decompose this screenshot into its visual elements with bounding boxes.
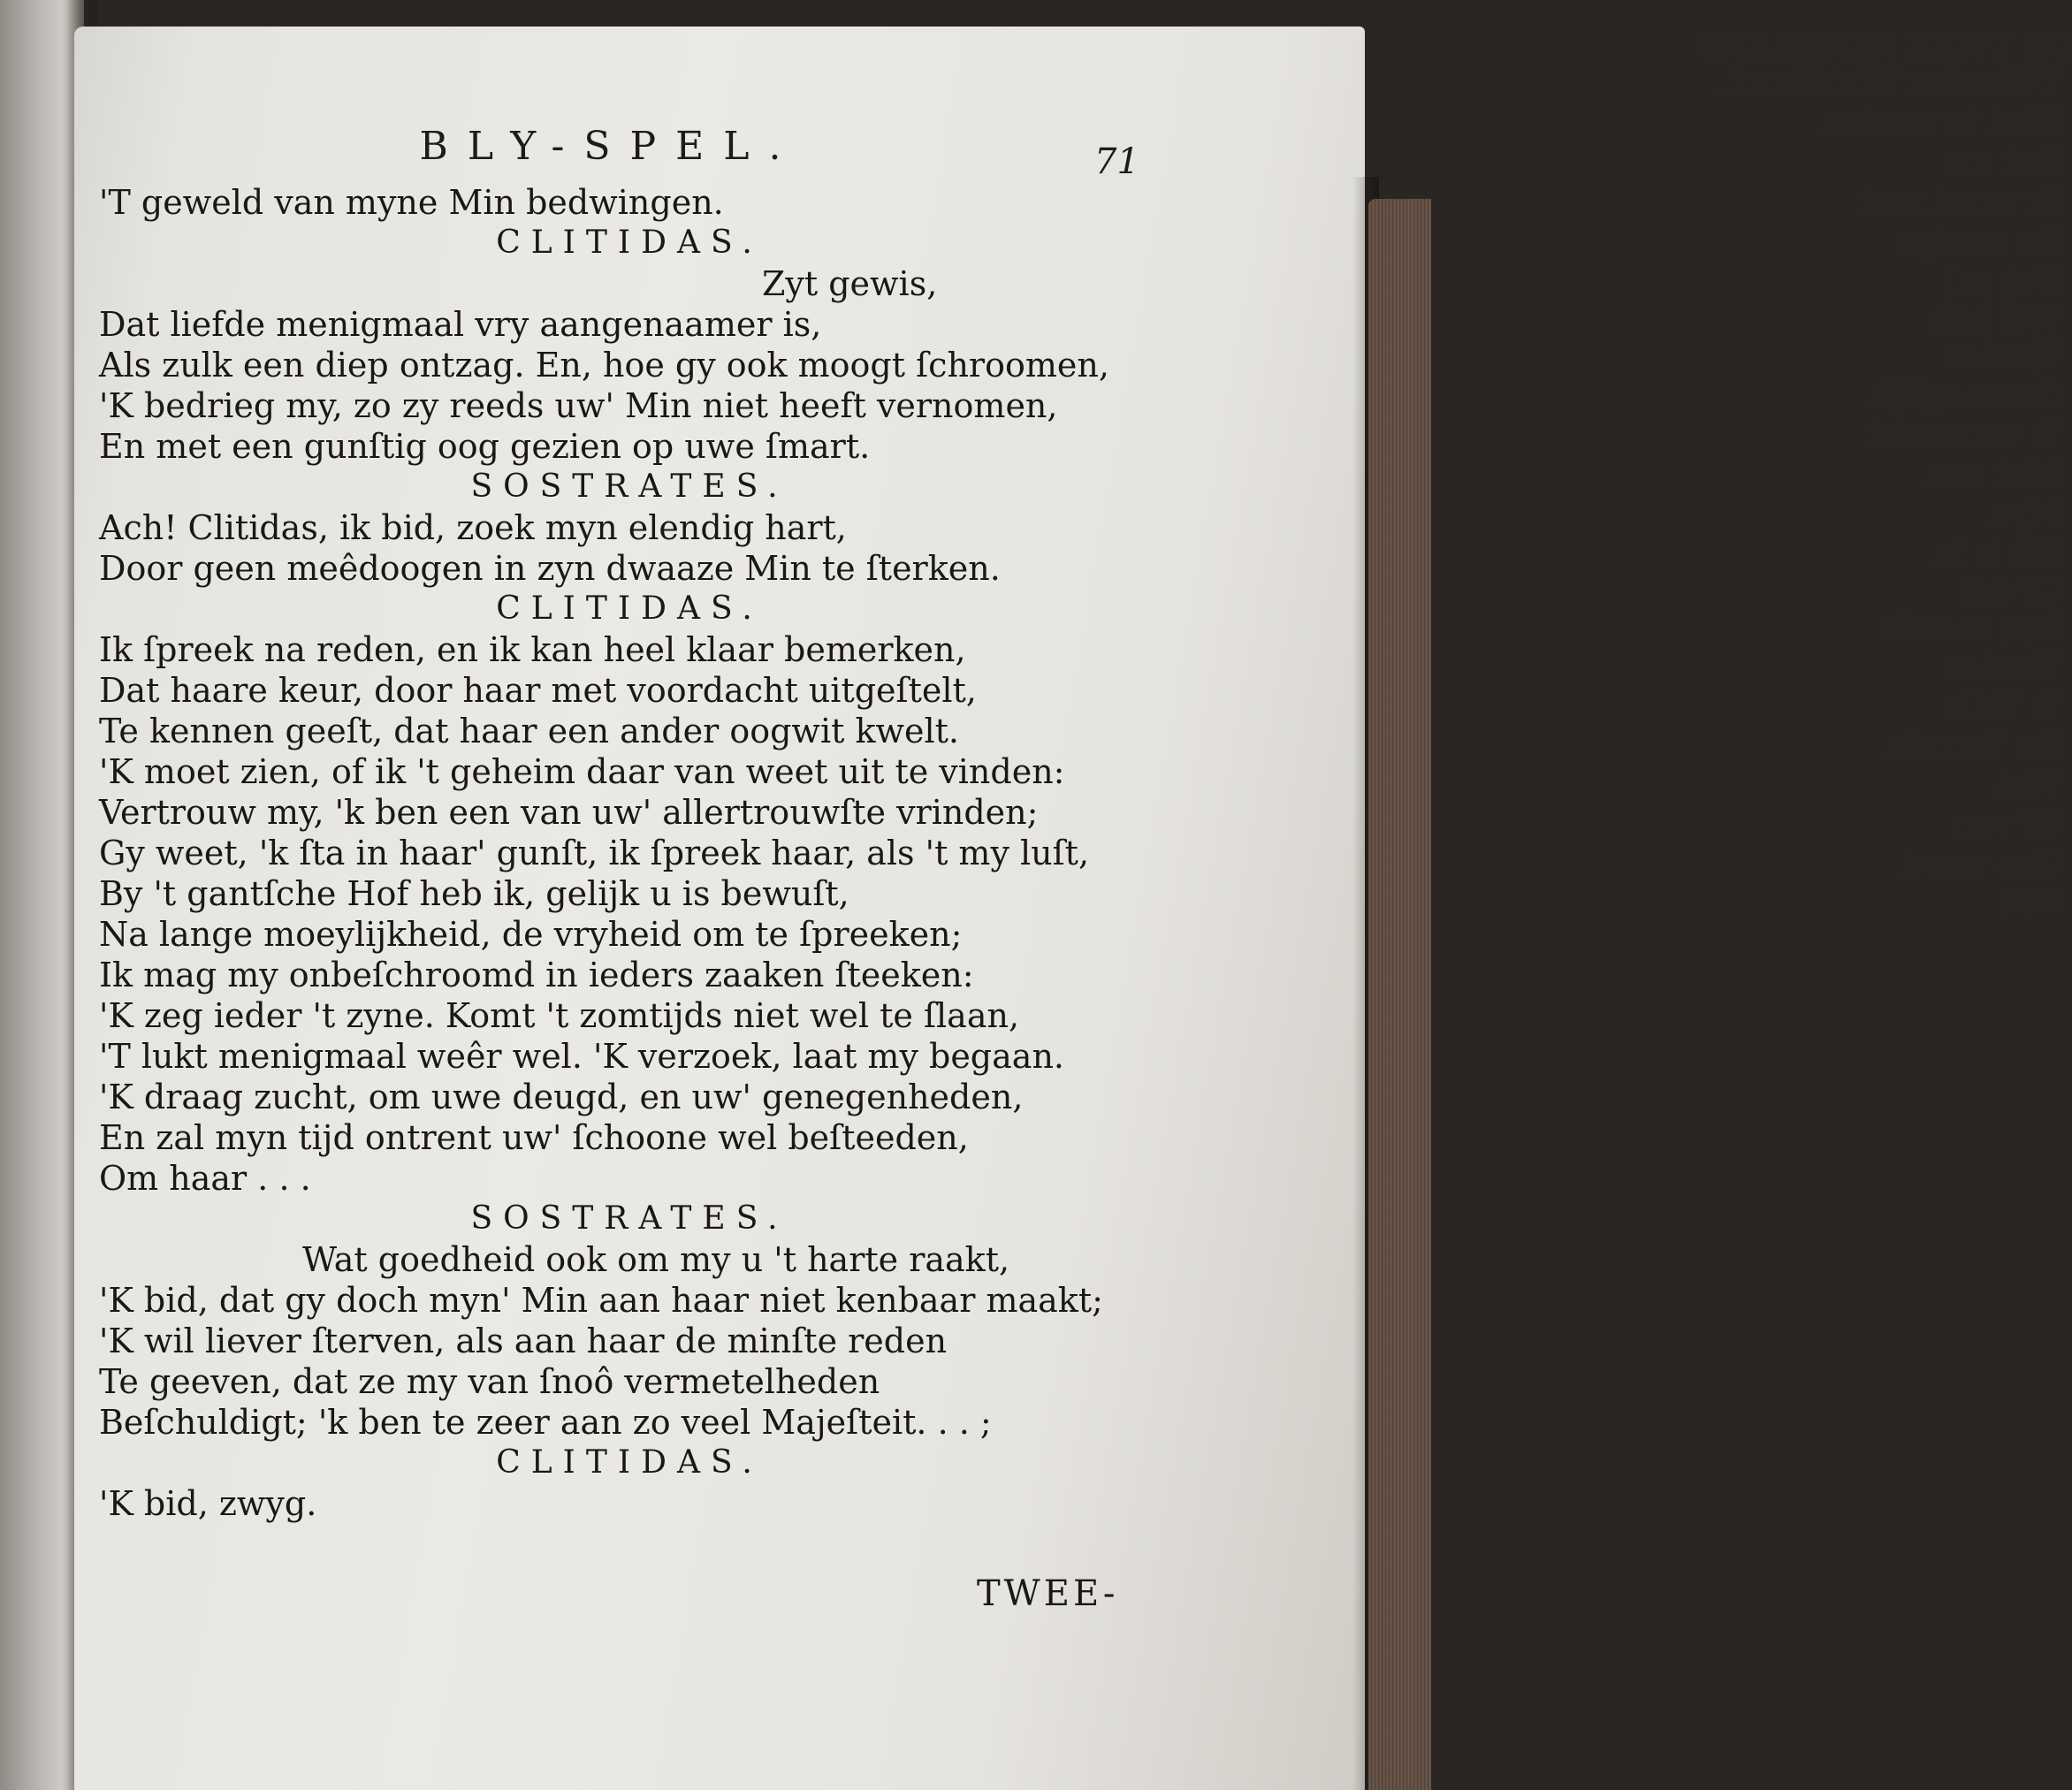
speaker-name: CLITIDAS. bbox=[496, 590, 763, 627]
verse-line: Ach! Clitidas, ik bid, zoek myn elendig hart, bbox=[99, 508, 847, 547]
page-number: 71 bbox=[1094, 141, 1139, 182]
verse-line: Als zulk een diep ontzag. En, hoe gy ook moogt ſchroomen, bbox=[99, 346, 1109, 385]
verse-line: Dat haare keur, door haar met voordacht uitgeſtelt, bbox=[99, 671, 977, 710]
verse-line: By 't gantſche Hof heb ik, gelijk u is bewuſt, bbox=[99, 874, 849, 913]
speaker-name: CLITIDAS. bbox=[496, 1444, 763, 1481]
verse-line: 'K bid, zwyg. bbox=[99, 1484, 317, 1523]
verse-line: Na lange moeylijkheid, de vryheid om te ſpreeken; bbox=[99, 915, 963, 954]
verse-line: Om haar . . . bbox=[99, 1159, 311, 1198]
verse-line: 'K moet zien, of ik 't geheim daar van weet uit te vinden: bbox=[99, 752, 1065, 791]
verse-line: 'K wil liever ſterven, als aan haar de minſte reden bbox=[99, 1322, 948, 1360]
verse-line: Wat goedheid ook om my u 't harte raakt, bbox=[302, 1240, 1010, 1279]
verse-line: Ik mag my onbeſchroomd in ieders zaaken ſteeken: bbox=[99, 956, 974, 994]
verse-line: Zyt gewis, bbox=[762, 264, 938, 303]
book-page-edges bbox=[1368, 199, 1431, 1790]
verse-line: 'K zeg ieder 't zyne. Komt 't zomtijds niet wel te ſlaan, bbox=[99, 996, 1020, 1035]
verse-line: Te geeven, dat ze my van ſnoô vermetelheden bbox=[99, 1362, 880, 1401]
verse-line: En met een gunſtig oog gezien op uwe ſmart. bbox=[99, 427, 871, 466]
speaker-name: SOSTRATES. bbox=[470, 1200, 788, 1237]
show-through-text: DE TWEE MINNAARS TWEEDE TOONEEL. Niet te vreden Dat uw Ik word met En eenige Dat zal Wel heb Vander Onmooglijk 'k verwacht Met een Myn Dit is in Of dat Dat voorde Vander 'k Valle En Terrein Wat Of van Ons word Dat bbox=[1700, 27, 2072, 920]
speaker-name: SOSTRATES. bbox=[470, 468, 788, 505]
verse-line: Vertrouw my, 'k ben een van uw' allertrouwſte vrinden; bbox=[99, 793, 1039, 832]
catchword: TWEE- bbox=[977, 1573, 1119, 1614]
verse-line: Te kennen geeſt, dat haar een ander oogwit kwelt. bbox=[99, 712, 959, 750]
speaker-name: CLITIDAS. bbox=[496, 225, 763, 261]
verse-line: Door geen meêdoogen in zyn dwaaze Min te ſterken. bbox=[99, 549, 1001, 588]
verse-line: 'K bedrieg my, zo zy reeds uw' Min niet heeft vernomen, bbox=[99, 386, 1058, 425]
verse-line: 'T geweld van myne Min bedwingen. bbox=[99, 183, 724, 222]
running-header: BLY-SPEL. bbox=[419, 124, 801, 169]
verse-line: En zal myn tijd ontrent uw' ſchoone wel beſteeden, bbox=[99, 1118, 969, 1157]
verse-line: Beſchuldigt; 'k ben te zeer aan zo veel Majeſteit. . . ; bbox=[99, 1403, 992, 1442]
verse-line: Ik ſpreek na reden, en ik kan heel klaar bemerken, bbox=[99, 630, 966, 669]
verse-line: 'K draag zucht, om uwe deugd, en uw' genegenheden, bbox=[99, 1078, 1024, 1116]
verse-line: 'K bid, dat gy doch myn' Min aan haar niet kenbaar maakt; bbox=[99, 1281, 1103, 1320]
verse-line: Gy weet, 'k ſta in haar' gunſt, ik ſpreek haar, als 't my luſt, bbox=[99, 834, 1090, 872]
verse-line: Dat liefde menigmaal vry aangenaamer is, bbox=[99, 305, 822, 344]
play-text bbox=[99, 182, 1160, 1524]
verse-line: 'T lukt menigmaal weêr wel. 'K verzoek, laat my begaan. bbox=[99, 1037, 1064, 1076]
